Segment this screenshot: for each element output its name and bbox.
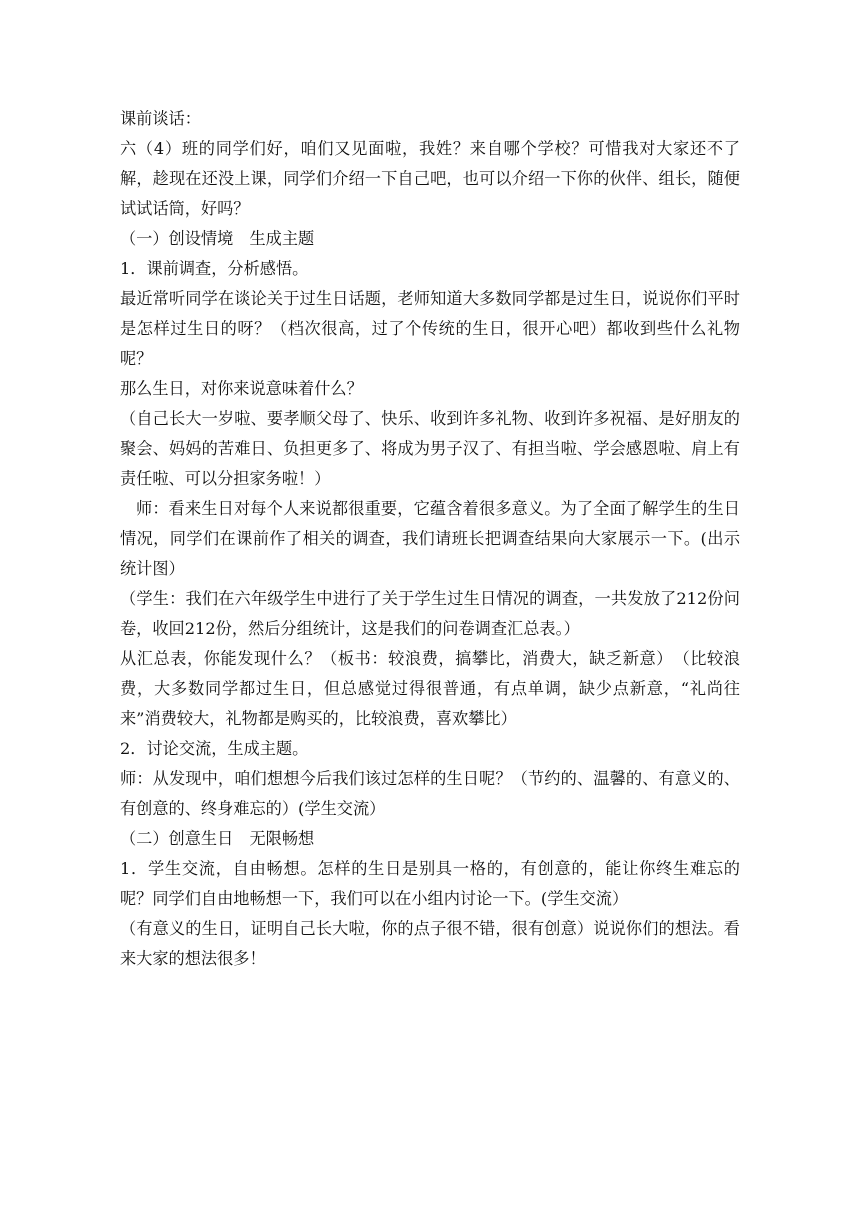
paragraph-student-answers: （自己长大一岁啦、要孝顺父母了、快乐、收到许多礼物、收到许多祝福、是好朋友的聚会、妈妈的苦难日、负担更多了、将成为男子汉了、有担当啦、学会感恩啦、肩上有责任啦、可以分担家务啦！） (120, 409, 740, 488)
paragraph-ideas: （有意义的生日，证明自己长大啦，你的点子很不错，很有创意）说说你们的想法。看来大家的想法很多！ (120, 919, 740, 968)
paragraph-summary-findings: 从汇总表，你能发现什么？（板书：较浪费，搞攀比，消费大，缺乏新意） （比较浪费，大多数同学都过生日，但总感觉过得很普通，有点单调，缺少点新意，“礼尚往来”消费较大，礼物都是购买的，比较浪费，喜欢攀比） (120, 649, 740, 728)
paragraph-meaning-question: 那么生日，对你来说意味着什么？ (120, 379, 363, 398)
heading-pre-class-talk: 课前谈话： (120, 109, 201, 128)
paragraph-birthday-question: 最近常听同学在谈论关于过生日话题，老师知道大多数同学都是过生日，说说你们平时是怎样过生日的呀？（档次很高，过了个传统的生日，很开心吧）都收到些什么礼物呢？ (120, 289, 740, 368)
subheading-1-2: 2．讨论交流，生成主题。 (120, 739, 309, 758)
paragraph-greeting: 六（4）班的同学们好，咱们又见面啦，我姓？来自哪个学校？可惜我对大家还不了解，趁现在还没上课，同学们介绍一下自己吧，也可以介绍一下你的伙伴、组长，随便试试话筒，好吗？ (120, 139, 740, 218)
section-heading-1: （一）创设情境 生成主题 (120, 229, 315, 248)
paragraph-teacher-survey: 师：看来生日对每个人来说都很重要，它蕴含着很多意义。为了全面了解学生的生日情况，同学们在课前作了相关的调查，我们请班长把调查结果向大家展示一下。(出示统计图） (120, 499, 740, 578)
document-body (120, 104, 740, 974)
paragraph-free-imagination: 1．学生交流，自由畅想。怎样的生日是别具一格的，有创意的，能让你终生难忘的呢？同学们自由地畅想一下，我们可以在小组内讨论一下。(学生交流） (120, 859, 740, 908)
subheading-1-1: 1．课前调查，分析感悟。 (120, 259, 309, 278)
paragraph-discussion: 师：从发现中，咱们想想今后我们该过怎样的生日呢？（节约的、温馨的、有意义的、有创意的、终身难忘的）(学生交流） (120, 769, 740, 818)
section-heading-2: （二）创意生日 无限畅想 (120, 829, 315, 848)
paragraph-student-survey: （学生：我们在六年级学生中进行了关于学生过生日情况的调查，一共发放了212份问卷，收回212份，然后分组统计，这是我们的问卷调查汇总表。） (120, 589, 740, 638)
